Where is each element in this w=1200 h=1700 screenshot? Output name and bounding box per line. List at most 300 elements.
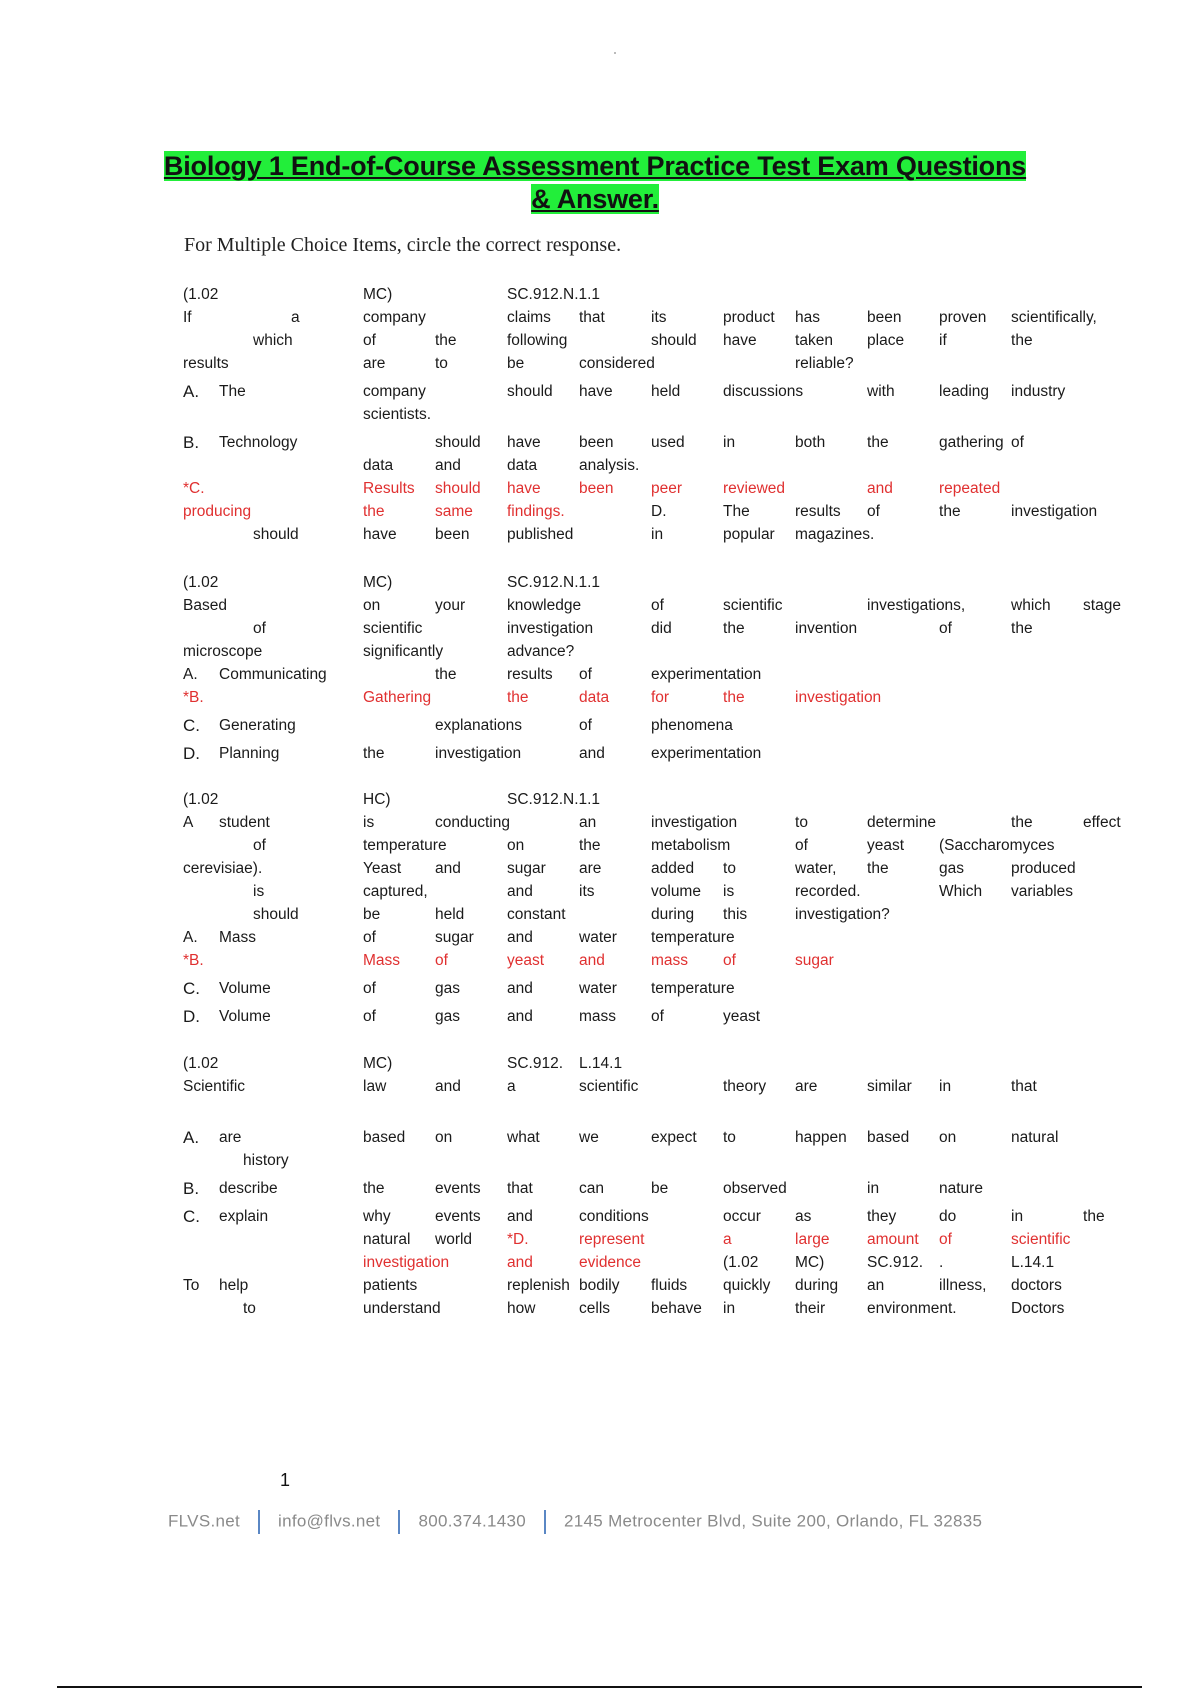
- page-number: 1: [280, 1470, 291, 1490]
- word: world: [435, 1231, 473, 1248]
- standard-code: SC.912.N.1.1: [507, 286, 601, 303]
- q1-option-c-correct[interactable]: [183, 477, 1083, 500]
- word: temperature: [651, 980, 735, 997]
- question-4: [183, 1052, 1105, 1320]
- q1-option-a[interactable]: [183, 375, 1083, 403]
- word: of: [723, 952, 736, 969]
- q3-option-c[interactable]: [183, 972, 1083, 1000]
- word: gathering: [939, 434, 1004, 451]
- word: gas: [939, 860, 965, 877]
- word: and: [507, 1208, 533, 1225]
- q3-option-b-correct[interactable]: [183, 949, 1083, 972]
- word: that: [579, 309, 605, 326]
- word: a: [507, 1078, 516, 1095]
- word: the: [507, 689, 529, 706]
- word: that: [1011, 1078, 1037, 1095]
- word: and: [435, 860, 461, 877]
- word: data: [579, 689, 610, 706]
- q2-option-a[interactable]: [183, 663, 1083, 686]
- word: this: [723, 906, 748, 923]
- word: scientific: [1011, 1231, 1071, 1248]
- word: explanations: [435, 717, 523, 734]
- word: Planning: [219, 745, 280, 762]
- word: illness,: [939, 1277, 987, 1294]
- word: cells: [579, 1300, 611, 1317]
- word: patients: [363, 1277, 418, 1294]
- bottom-rule: [57, 1686, 1142, 1688]
- word: observed: [723, 1180, 787, 1197]
- word: scientists.: [363, 406, 432, 423]
- word: help: [219, 1277, 249, 1294]
- word: do: [939, 1208, 957, 1225]
- word: gas: [435, 1008, 460, 1025]
- q2-stem-row: [183, 640, 1083, 663]
- word: the: [1011, 814, 1033, 831]
- q3-option-d[interactable]: [183, 1000, 1083, 1028]
- word: The: [723, 503, 750, 520]
- word: investigation?: [795, 906, 890, 923]
- footer: [168, 1510, 982, 1534]
- word: replenish: [507, 1277, 570, 1294]
- word: sugar: [795, 952, 834, 969]
- q4-option-a-cont: [183, 1149, 1083, 1172]
- word: history: [243, 1152, 289, 1169]
- word: of: [651, 1008, 664, 1025]
- word: of: [651, 597, 664, 614]
- word: company: [363, 309, 426, 326]
- word: Based: [183, 597, 227, 614]
- word: experimentation: [651, 666, 762, 683]
- q1-option-c-d-row: [183, 500, 1083, 523]
- word: to: [723, 1129, 736, 1146]
- q3-stem-row: [183, 903, 1083, 926]
- question-type: HC): [363, 791, 391, 808]
- word: yeast: [723, 1008, 761, 1025]
- word: during: [651, 906, 695, 923]
- footer-site[interactable]: FLVS.net: [168, 1511, 241, 1531]
- word: explain: [219, 1208, 269, 1225]
- document-title-line-2: & Answer.: [531, 184, 659, 214]
- word: Scientific: [183, 1078, 246, 1095]
- word: investigation: [1011, 503, 1098, 520]
- question-code: (1.02: [183, 574, 219, 591]
- word: and: [507, 1254, 533, 1271]
- word: repeated: [939, 480, 1001, 497]
- word: amount: [867, 1231, 919, 1248]
- word: should: [253, 906, 299, 923]
- word: we: [579, 1129, 599, 1146]
- question-type: MC): [363, 574, 393, 591]
- footer-separator: [258, 1510, 260, 1534]
- word: recorded.: [795, 883, 861, 900]
- word: been: [435, 526, 470, 543]
- word: .: [939, 1254, 944, 1271]
- word: gas: [435, 980, 460, 997]
- word: of: [795, 837, 808, 854]
- q3-stem-row: [183, 834, 1083, 857]
- word: the: [867, 860, 889, 877]
- word: has: [795, 309, 821, 326]
- word: have: [507, 434, 541, 451]
- word: Generating: [219, 717, 296, 734]
- word: invention: [795, 620, 858, 637]
- q1-option-b[interactable]: [183, 426, 1083, 454]
- word: of: [363, 929, 376, 946]
- word: findings.: [507, 503, 565, 520]
- word: the: [723, 689, 745, 706]
- word: Volume: [219, 980, 271, 997]
- q3-option-a[interactable]: [183, 926, 1083, 949]
- word: and: [867, 480, 893, 497]
- word: the: [363, 745, 385, 762]
- word: following: [507, 332, 568, 349]
- word: of: [579, 717, 592, 734]
- q1-header-row: [183, 283, 1083, 306]
- option-letter: D.: [183, 1007, 200, 1026]
- option-letter-d[interactable]: D.: [651, 503, 667, 520]
- word: for: [651, 689, 670, 706]
- word: If: [183, 309, 192, 326]
- option-letter: *B.: [183, 952, 204, 969]
- word: of: [363, 1008, 376, 1025]
- word: produced: [1011, 860, 1076, 877]
- question-type: MC): [363, 286, 393, 303]
- word: to: [795, 814, 808, 831]
- word: sugar: [507, 860, 546, 877]
- q3-stem-row: A student is conducting an investigation to determine the effect: [183, 811, 1083, 834]
- word: the: [435, 332, 457, 349]
- word: peer: [651, 480, 683, 497]
- q2-option-b-correct[interactable]: [183, 686, 1083, 709]
- word: of: [363, 980, 376, 997]
- word: have: [723, 332, 757, 349]
- word: been: [579, 434, 614, 451]
- word: their: [795, 1300, 826, 1317]
- word: have: [579, 383, 613, 400]
- word: and: [507, 883, 533, 900]
- word: been: [579, 480, 614, 497]
- word: to: [435, 355, 448, 372]
- standard-code: SC.912.N.1.1: [507, 574, 601, 591]
- option-letter: C.: [183, 716, 200, 735]
- question-3: [183, 788, 1121, 1028]
- word: is: [723, 883, 735, 900]
- question-type: MC): [363, 1055, 393, 1072]
- q2-stem-row: [183, 617, 1083, 640]
- word: temperature: [363, 837, 447, 854]
- word: bodily: [579, 1277, 620, 1294]
- word: law: [363, 1078, 387, 1095]
- word: theory: [723, 1078, 767, 1095]
- word: same: [435, 503, 473, 520]
- word: of: [939, 1231, 952, 1248]
- word: added: [651, 860, 695, 877]
- word: nature: [939, 1180, 983, 1197]
- word: considered: [579, 355, 655, 372]
- word: yeast: [867, 837, 905, 854]
- word: describe: [219, 1180, 278, 1197]
- q2-stem-row: Based on your knowledge of scientific investigations, which stage: [183, 594, 1083, 617]
- word: water: [579, 929, 617, 946]
- word: and: [507, 929, 533, 946]
- scan-dot: [614, 52, 616, 54]
- word: is: [363, 814, 375, 831]
- word: constant: [507, 906, 566, 923]
- word: To: [183, 1277, 200, 1294]
- word: as: [795, 1208, 812, 1225]
- word: are: [795, 1078, 818, 1095]
- word: quickly: [723, 1277, 771, 1294]
- q4-option-a[interactable]: [183, 1098, 1083, 1149]
- word: on: [507, 837, 525, 854]
- word: of: [253, 837, 266, 854]
- word: and: [507, 1008, 533, 1025]
- word: sugar: [435, 929, 474, 946]
- word: events: [435, 1180, 481, 1197]
- word: have: [363, 526, 397, 543]
- word: natural: [1011, 1129, 1059, 1146]
- word: happen: [795, 1129, 847, 1146]
- word: Yeast: [363, 860, 402, 877]
- option-letter: C.: [183, 1207, 200, 1226]
- word: proven: [939, 309, 987, 326]
- q2-option-c[interactable]: [183, 709, 1083, 737]
- word: scientific: [579, 1078, 639, 1095]
- word: have: [507, 480, 541, 497]
- word: Communicating: [219, 666, 327, 683]
- word: should: [651, 332, 697, 349]
- question-code: (1.02: [183, 791, 219, 808]
- standard-code: SC.912.: [507, 1055, 564, 1072]
- word: the: [363, 1180, 385, 1197]
- word: discussions: [723, 383, 804, 400]
- word: volume: [651, 883, 701, 900]
- q1-option-a-cont: [183, 403, 1083, 426]
- word: investigation: [795, 689, 882, 706]
- word: producing: [183, 503, 252, 520]
- word: and: [579, 745, 605, 762]
- word: scientific: [363, 620, 423, 637]
- word: investigation: [507, 620, 594, 637]
- word: on: [939, 1129, 957, 1146]
- word: evidence: [579, 1254, 642, 1271]
- word: scientific: [723, 597, 783, 614]
- q1-stem-row: [183, 329, 1083, 352]
- word: investigations,: [867, 597, 966, 614]
- question-type: MC): [795, 1254, 825, 1271]
- word: temperature: [651, 929, 735, 946]
- word: conducting: [435, 814, 510, 831]
- q1-stem-row: [183, 352, 1083, 375]
- word: popular: [723, 526, 775, 543]
- word: which: [1011, 597, 1051, 614]
- word: the: [1011, 620, 1033, 637]
- word: advance?: [507, 643, 575, 660]
- question-2: [183, 571, 1121, 765]
- question-1: [183, 283, 1098, 546]
- option-letter: *B.: [183, 689, 204, 706]
- word: used: [651, 434, 685, 451]
- word: similar: [867, 1078, 912, 1095]
- word: taken: [795, 332, 833, 349]
- q1-stem-row: [183, 306, 1083, 329]
- option-letter: A.: [183, 666, 198, 683]
- word: the: [723, 620, 745, 637]
- word: been: [867, 309, 902, 326]
- word: did: [651, 620, 672, 637]
- word: results: [507, 666, 553, 683]
- option-letter: C.: [183, 979, 200, 998]
- word: should: [507, 383, 553, 400]
- word: the: [363, 503, 385, 520]
- word: investigation: [363, 1254, 450, 1271]
- word: that: [507, 1180, 533, 1197]
- word: are: [579, 860, 602, 877]
- word: doctors: [1011, 1277, 1062, 1294]
- word: reliable?: [795, 355, 854, 372]
- q4-option-b[interactable]: [183, 1172, 1083, 1200]
- word: data: [507, 457, 538, 474]
- word: product: [723, 309, 775, 326]
- word: are: [363, 355, 386, 372]
- option-letter: A.: [183, 929, 198, 946]
- word: company: [363, 383, 426, 400]
- word: with: [867, 383, 895, 400]
- word: be: [651, 1180, 669, 1197]
- question-code: (1.02: [723, 1254, 759, 1271]
- question-3-grid: [183, 788, 1121, 1028]
- word: claims: [507, 309, 551, 326]
- footer-address: 2145 Metrocenter Blvd, Suite 200, Orlando, FL 32835: [564, 1511, 983, 1531]
- word: Technology: [219, 434, 298, 451]
- word: should: [253, 526, 299, 543]
- word: of: [939, 620, 952, 637]
- document-title-line-1: Biology 1 End-of-Course Assessment Practice Test Exam Questions: [163, 151, 1027, 181]
- q1-option-b-cont: [183, 454, 1083, 477]
- q2-header-row: [183, 571, 1083, 594]
- question-code: (1.02: [183, 1055, 219, 1072]
- instructions: For Multiple Choice Items, circle the correct response.: [184, 234, 622, 256]
- word: magazines.: [795, 526, 875, 543]
- word: The: [219, 383, 246, 400]
- word: occur: [723, 1208, 761, 1225]
- word: of: [867, 503, 880, 520]
- word: its: [651, 309, 667, 326]
- word: of: [579, 666, 592, 683]
- word: (Saccharomyces: [939, 837, 1055, 854]
- word: industry: [1011, 383, 1066, 400]
- word: to: [243, 1300, 256, 1317]
- word: water: [579, 980, 617, 997]
- question-code: (1.02: [183, 286, 219, 303]
- word: Doctors: [1011, 1300, 1065, 1317]
- word: of: [435, 952, 448, 969]
- word: an: [579, 814, 597, 831]
- word: yeast: [507, 952, 545, 969]
- q4-option-c[interactable]: C. explain why events and conditions occur as they do in the: [183, 1200, 1083, 1228]
- word: can: [579, 1180, 604, 1197]
- word: data: [363, 457, 394, 474]
- word: based: [363, 1129, 406, 1146]
- word: leading: [939, 383, 990, 400]
- word: scientifically,: [1011, 309, 1097, 326]
- word: experimentation: [651, 745, 762, 762]
- option-letter-d-correct[interactable]: *D.: [507, 1231, 529, 1248]
- word: its: [579, 883, 595, 900]
- word: knowledge: [507, 597, 582, 614]
- word: in: [723, 1300, 736, 1317]
- word: held: [435, 906, 465, 923]
- word: of: [1011, 434, 1024, 451]
- word: why: [363, 1208, 391, 1225]
- standard-code: SC.912.N.1.1: [507, 791, 601, 808]
- q2-option-d[interactable]: [183, 737, 1083, 765]
- word: metabolism: [651, 837, 731, 854]
- word: mass: [651, 952, 689, 969]
- word: in: [1011, 1208, 1024, 1225]
- word: are: [219, 1129, 242, 1146]
- q4-header-row: [183, 1052, 1083, 1075]
- word: to: [723, 860, 736, 877]
- word: significantly: [363, 643, 444, 660]
- q3-header-row: [183, 788, 1083, 811]
- word: what: [507, 1129, 540, 1146]
- word: fluids: [651, 1277, 688, 1294]
- q4-stem-row: [183, 1075, 1083, 1098]
- word: both: [795, 434, 826, 451]
- option-letter: D.: [183, 744, 200, 763]
- word: investigation: [435, 745, 522, 762]
- word: in: [651, 526, 664, 543]
- word: Which: [939, 883, 983, 900]
- word: environment.: [867, 1300, 957, 1317]
- word: on: [435, 1129, 453, 1146]
- word: a: [723, 1231, 732, 1248]
- word: behave: [651, 1300, 702, 1317]
- word: they: [867, 1208, 897, 1225]
- word: represent: [579, 1231, 645, 1248]
- q3-stem-row: [183, 880, 1083, 903]
- q4-option-d-cont-next-header: [183, 1251, 1083, 1274]
- q4-option-c-d-row: [183, 1228, 1083, 1251]
- word: Results: [363, 480, 415, 497]
- footer-phone: 800.374.1430: [418, 1511, 527, 1531]
- word: large: [795, 1231, 830, 1248]
- word: expect: [651, 1129, 697, 1146]
- word: your: [435, 597, 466, 614]
- word: if: [939, 332, 947, 349]
- word: A: [183, 814, 194, 831]
- question-4-grid: [183, 1052, 1105, 1320]
- option-letter: A.: [183, 382, 200, 401]
- footer-email[interactable]: info@flvs.net: [278, 1511, 381, 1531]
- word: natural: [363, 1231, 411, 1248]
- word: and: [435, 1078, 461, 1095]
- word: captured,: [363, 883, 428, 900]
- question-1-grid: [183, 283, 1098, 546]
- word: Volume: [219, 1008, 271, 1025]
- footer-separator: [398, 1510, 400, 1534]
- word: a: [291, 309, 300, 326]
- word: how: [507, 1300, 536, 1317]
- word: phenomena: [651, 717, 733, 734]
- q5-stem-row: [183, 1274, 1083, 1297]
- word: place: [867, 332, 905, 349]
- word: cerevisiae).: [183, 860, 263, 877]
- option-letter: B.: [183, 433, 200, 452]
- q3-stem-row: [183, 857, 1083, 880]
- standard-code: L.14.1: [1011, 1254, 1055, 1271]
